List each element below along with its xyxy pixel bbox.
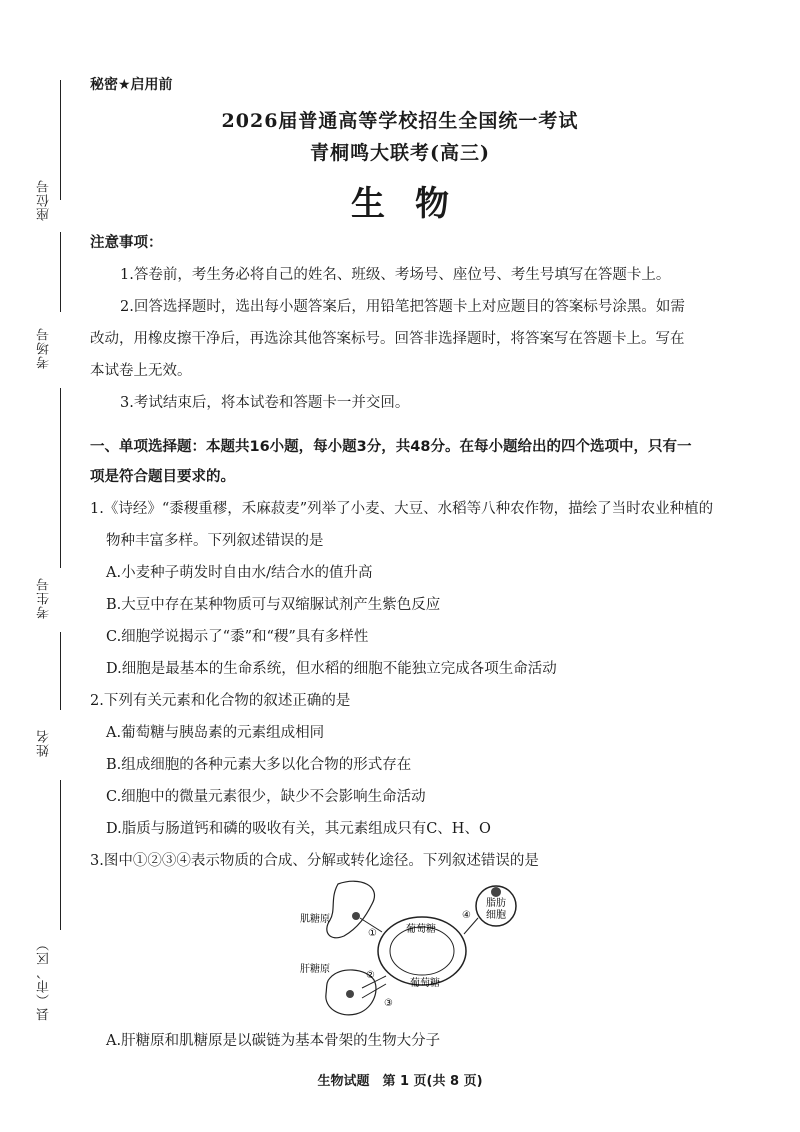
binding-line-room xyxy=(60,232,61,312)
label-n4: ④ xyxy=(462,910,471,921)
fat-cell-nucleus xyxy=(491,887,501,897)
notice-heading: 注意事项： xyxy=(90,235,163,251)
label-liver-glycogen: 肝糖原 xyxy=(300,964,330,975)
notice-item-2-line-3: 本试卷上无效。 xyxy=(90,363,192,379)
section-heading-line-1: 一、单项选择题：本题共16小题，每小题3分，共48分。在每小题给出的四个选项中，只有一 xyxy=(90,439,692,455)
q2-option-a: A.葡萄糖与胰岛素的元素组成相同 xyxy=(106,725,325,741)
metabolism-diagram xyxy=(300,876,520,1026)
notice-item-2-line-1: 2.回答选择题时，选出每小题答案后，用铅笔把答题卡上对应题目的答案标号涂黑。如需 xyxy=(120,299,685,315)
q1-stem-line-1: 1.《诗经》“黍稷重穋，禾麻菽麦”列举了小麦、大豆、水稻等八种农作物，描绘了当时农业种植的 xyxy=(90,501,714,517)
binding-line-student-id xyxy=(60,388,61,568)
label-fat-cell-2: 细胞 xyxy=(486,910,506,921)
q1-option-b: B.大豆中存在某种物质可与双缩脲试剂产生紫色反应 xyxy=(106,597,441,613)
label-n2: ② xyxy=(366,970,375,981)
q2-option-d: D.脂质与肠道钙和磷的吸收有关，其元素组成只有C、H、O xyxy=(106,821,491,837)
q3-option-a: A.肝糖原和肌糖原是以碳链为基本骨架的生物大分子 xyxy=(106,1033,441,1049)
seat-label: 座位号 xyxy=(37,179,52,221)
label-fat-cell-1: 脂肪 xyxy=(486,898,506,909)
notice-item-1: 1.答卷前，考生务必将自己的姓名、班级、考场号、座位号、考生号填写在答题卡上。 xyxy=(120,267,671,283)
notice-item-3: 3.考试结束后，将本试卷和答题卡一并交回。 xyxy=(120,395,410,411)
student-id-label: 考生号 xyxy=(37,577,52,619)
secret-mark: 秘密★启用前 xyxy=(90,77,173,93)
label-n1: ① xyxy=(368,928,377,939)
binding-line-name xyxy=(60,632,61,710)
binding-line-county xyxy=(60,780,61,930)
section-heading-line-2: 项是符合题目要求的。 xyxy=(90,469,235,485)
q1-stem-line-2: 物种丰富多样。下列叙述错误的是 xyxy=(106,533,324,549)
exam-room-label: 考场号 xyxy=(37,327,52,369)
q2-stem: 2.下列有关元素和化合物的叙述正确的是 xyxy=(90,693,351,709)
label-muscle-glycogen: 肌糖原 xyxy=(300,914,330,925)
label-glucose-bottom: 葡萄糖 xyxy=(410,978,440,989)
label-glucose-top: 葡萄糖 xyxy=(406,924,436,935)
page-footer: 生物试题 第 1 页(共 8 页) xyxy=(317,1074,483,1089)
muscle-glycogen-dot xyxy=(352,912,360,920)
label-n3: ③ xyxy=(384,998,393,1009)
q1-option-a: A.小麦种子萌发时自由水/结合水的值升高 xyxy=(106,565,373,581)
q1-option-d: D.细胞是最基本的生命系统，但水稻的细胞不能独立完成各项生命活动 xyxy=(106,661,557,677)
q1-option-c: C.细胞学说揭示了“黍”和“稷”具有多样性 xyxy=(106,629,369,645)
notice-item-2-line-2: 改动，用橡皮擦干净后，再选涂其他答案标号。回答非选择题时，将答案写在答题卡上。写在 xyxy=(90,331,685,347)
subject-title: 生物 xyxy=(351,184,479,224)
county-label: 县（市、区） xyxy=(37,937,52,1021)
q2-option-b: B.组成细胞的各种元素大多以化合物的形式存在 xyxy=(106,757,412,773)
liver-glycogen-dot xyxy=(346,990,354,998)
q3-stem: 3.图中①②③④表示物质的合成、分解或转化途径。下列叙述错误的是 xyxy=(90,853,539,869)
exam-title: 2026届普通高等学校招生全国统一考试 xyxy=(221,110,579,132)
name-label: 姓名 xyxy=(37,729,52,757)
exam-subtitle: 青桐鸣大联考(高三) xyxy=(310,142,490,164)
q2-option-c: C.细胞中的微量元素很少，缺少不会影响生命活动 xyxy=(106,789,426,805)
